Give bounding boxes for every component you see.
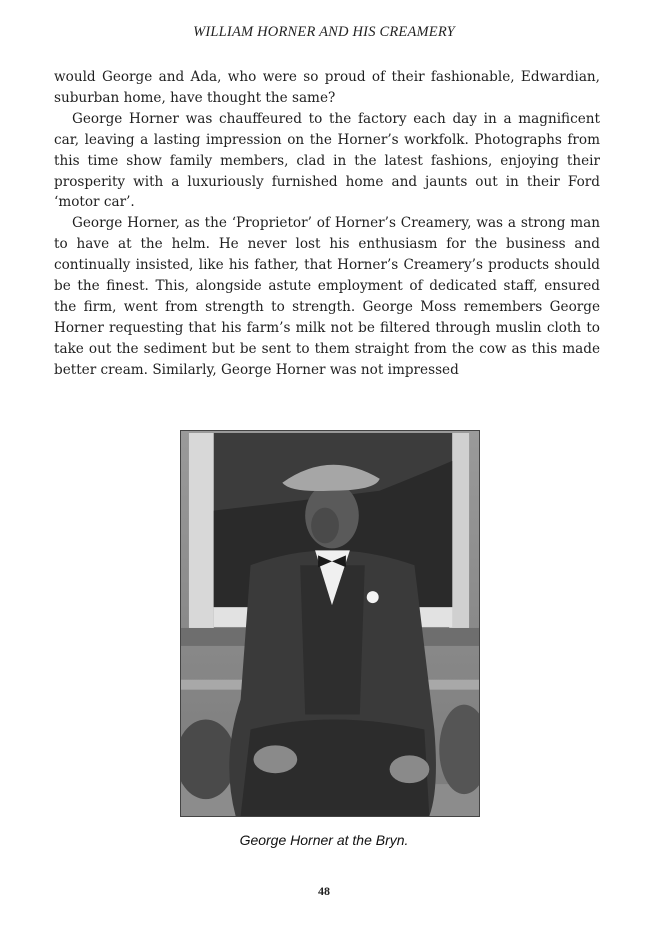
running-head: WILLIAM HORNER AND HIS CREAMERY (193, 24, 455, 40)
paragraph-3: George Horner, as the ‘Proprietor’ of Horner’s Creamery, was a strong man to have at the helm. He never lost his enthusiasm for the business and continually insisted, like his father, that Horner’s Creamery’s products should be the finest. This, alongside astute employment of dedicated staff, ensured the firm, went from strength to strength. George Moss remembers George Horner requesting that his farm’s milk not be filtered through muslin cloth to take out the sediment but be sent to them straight from the cow as this made better cream. Similarly, George Horner was not impressed (54, 215, 600, 378)
paragraph-1: would George and Ada, who were so proud of their fashionable, Edwardian, suburban home, have thought the same? (54, 69, 600, 106)
photograph-george-horner (180, 430, 480, 817)
paragraph-2: George Horner was chauffeured to the factory each day in a magnificent car, leaving a lasting impression on the Horner’s workfolk. Photographs from this time show family members, clad in the latest fashions, enjoying their prosperity with a luxuriously furnished home and jaunts out in their Ford ‘motor car’. (54, 110, 600, 211)
page-number: 48 (318, 884, 330, 898)
figure-caption: George Horner at the Bryn. (239, 832, 409, 848)
photo-illustration (181, 431, 479, 816)
body-text (54, 67, 600, 381)
